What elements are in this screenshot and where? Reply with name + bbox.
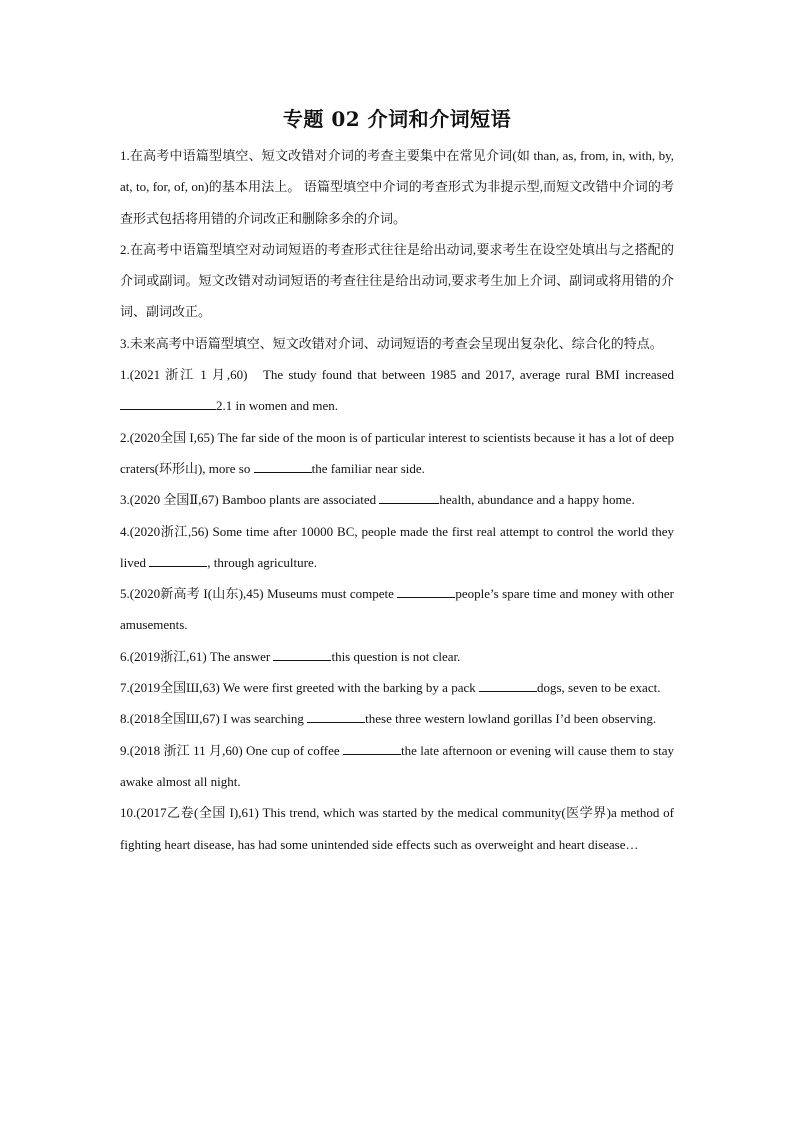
question-number: 9. bbox=[120, 742, 130, 758]
question-text-after: the late afternoon or evening will cause them to stay awake almost all night. bbox=[120, 742, 674, 789]
answer-blank[interactable] bbox=[149, 554, 207, 567]
question-number: 2. bbox=[120, 429, 130, 445]
answer-blank[interactable] bbox=[479, 679, 537, 692]
question-text-before: The far side of the moon is of particular interest to scientists because it has a lot of deep craters(环形山), more so bbox=[120, 429, 674, 476]
answer-blank[interactable] bbox=[273, 648, 331, 661]
question-5 bbox=[120, 578, 674, 641]
document-body bbox=[120, 140, 674, 860]
answer-blank[interactable] bbox=[379, 491, 439, 504]
question-text-after: these three western lowland gorillas I’d been observing. bbox=[365, 711, 657, 727]
question-source: (2019全国Ш,63) bbox=[129, 680, 220, 696]
question-number: 4. bbox=[120, 523, 130, 539]
question-text-after: dogs, seven to be exact. bbox=[537, 680, 661, 696]
question-source: (2018 浙江 11 月,60) bbox=[129, 742, 243, 758]
question-number: 10. bbox=[120, 805, 137, 821]
question-text-after: the familiar near side. bbox=[311, 460, 425, 476]
intro-paragraph-1: 1.在高考中语篇型填空、短文改错对介词的考查主要集中在常见介词(如 than, as, from, in, with, by, at, to, for, of, on)的基本用法上。 语篇型填空中介词的考查形式为非提示型,而短文改错中介词的考查形式包括将用错的介词改正和删除多余的介词。 bbox=[120, 148, 674, 226]
answer-blank[interactable] bbox=[343, 742, 401, 755]
question-6 bbox=[120, 641, 674, 672]
question-text-before: Museums must compete bbox=[267, 586, 394, 602]
question-text-after: 2.1 in women and men. bbox=[216, 398, 339, 414]
intro-paragraph-3: 3.未来高考中语篇型填空、短文改错对介词、动词短语的考查会呈现出复杂化、综合化的特点。 bbox=[120, 335, 663, 351]
question-4 bbox=[120, 516, 674, 579]
question-number: 3. bbox=[120, 492, 130, 508]
question-text-before: One cup of coffee bbox=[246, 742, 340, 758]
question-1 bbox=[120, 359, 674, 422]
question-number: 1. bbox=[120, 367, 130, 383]
question-text-after: people’s spare time and money with other amusements. bbox=[120, 586, 674, 633]
question-number: 7. bbox=[120, 680, 130, 696]
question-9 bbox=[120, 735, 674, 798]
question-10 bbox=[120, 797, 674, 860]
question-text-before: The answer bbox=[209, 648, 271, 664]
question-text-after: this question is not clear. bbox=[331, 648, 461, 664]
question-text-before: I was searching bbox=[223, 711, 304, 727]
question-source: (2020浙江,56) bbox=[129, 523, 209, 539]
question-source: (2017乙卷(全国 I),61) bbox=[136, 805, 259, 821]
question-text-before: Some time after 10000 BC, people made the first real attempt to control the world they lived bbox=[120, 523, 674, 570]
question-text-before: We were first greeted with the barking by a pack bbox=[223, 680, 476, 696]
answer-blank[interactable] bbox=[307, 710, 365, 723]
question-8 bbox=[120, 703, 674, 734]
answer-blank[interactable] bbox=[120, 397, 216, 410]
question-2 bbox=[120, 422, 674, 485]
question-text-before: This trend, which was started by the medical community(医学界) bbox=[262, 805, 611, 821]
question-source: (2018全国Ш,67) bbox=[129, 711, 220, 727]
question-7 bbox=[120, 672, 674, 703]
question-source: (2020全国 I,65) bbox=[129, 429, 215, 445]
question-3 bbox=[120, 484, 674, 515]
question-text-after: a method of fighting heart disease, has had some unintended side effects such as overweight and heart disease… bbox=[120, 805, 674, 852]
question-text-after: health, abundance and a happy home. bbox=[439, 492, 635, 508]
question-text-after: , through agriculture. bbox=[207, 554, 317, 570]
question-source: (2021 浙江 1 月,60) bbox=[129, 367, 248, 383]
question-source: (2019浙江,61) bbox=[129, 648, 207, 664]
question-number: 6. bbox=[120, 648, 130, 664]
question-number: 8. bbox=[120, 711, 130, 727]
page-title: 专题 02 介词和介词短语 bbox=[282, 107, 512, 131]
question-source: (2020 全国Ⅱ,67) bbox=[129, 492, 219, 508]
answer-blank[interactable] bbox=[397, 585, 455, 598]
question-text-before: Bamboo plants are associated bbox=[222, 492, 377, 508]
question-number: 5. bbox=[120, 586, 130, 602]
question-text-before: The study found that between 1985 and 2017, average rural BMI increased bbox=[262, 367, 675, 383]
answer-blank[interactable] bbox=[254, 460, 312, 473]
question-source: (2020新高考 I(山东),45) bbox=[129, 586, 264, 602]
intro-paragraph-2: 2.在高考中语篇型填空对动词短语的考查形式往往是给出动词,要求考生在设空处填出与之搭配的介词或副词。短文改错对动词短语的考查往往是给出动词,要求考生加上介词、副词或将用错的介词、副词改正。 bbox=[120, 241, 674, 320]
